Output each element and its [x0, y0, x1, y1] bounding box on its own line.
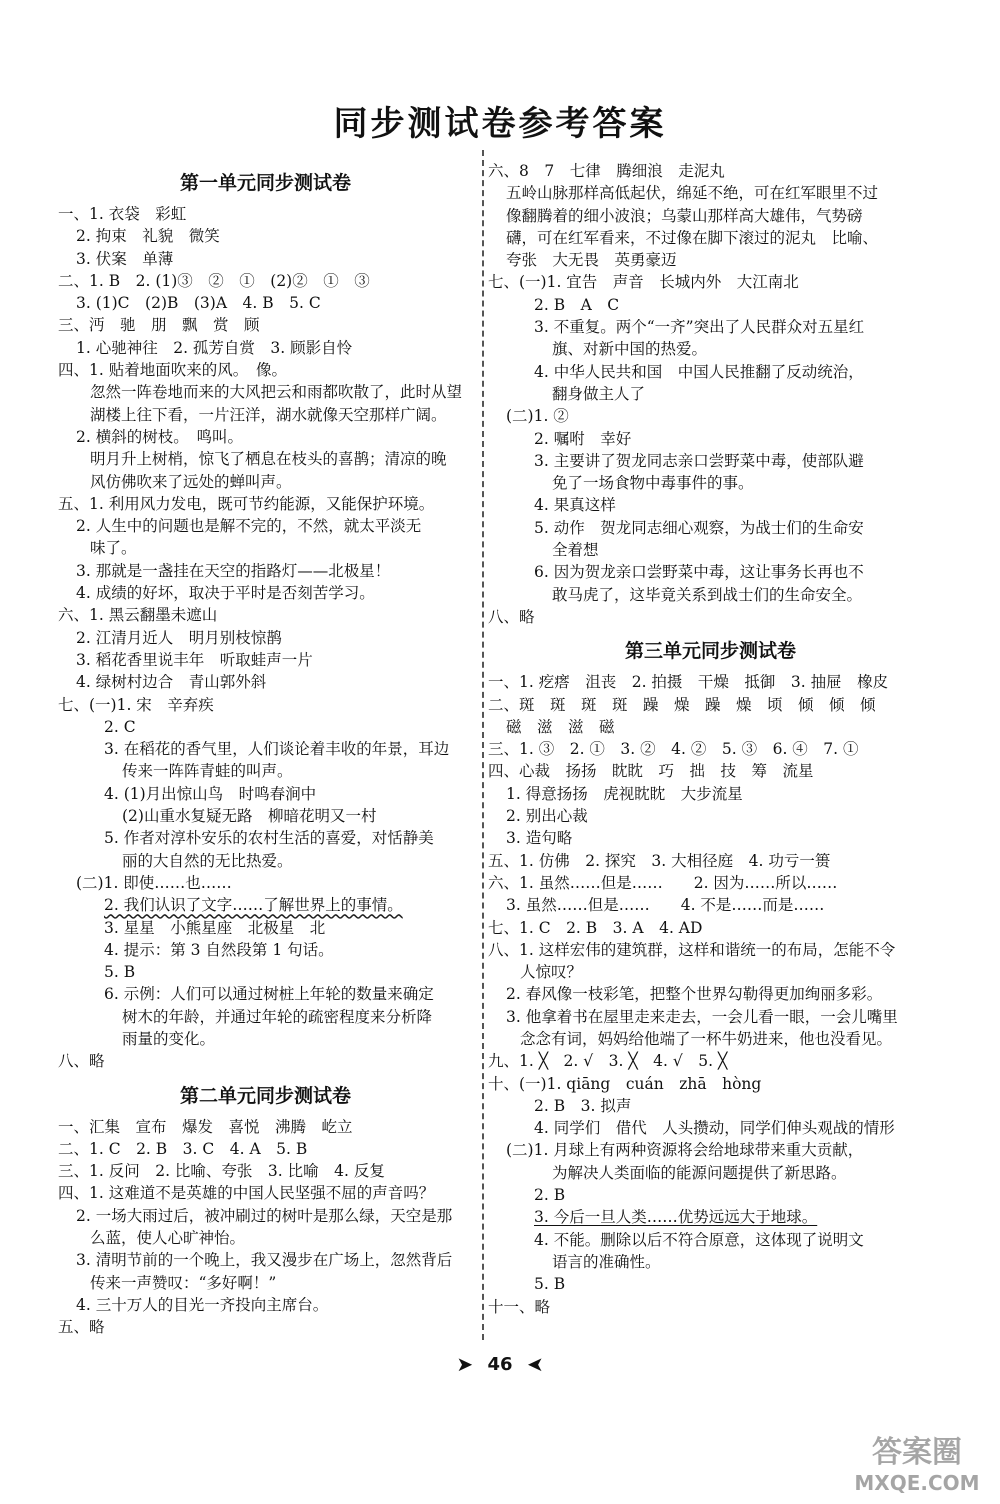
answer-line — [488, 1139, 933, 1161]
answer-line — [488, 1028, 933, 1050]
answer-line — [488, 939, 933, 961]
answer-line — [58, 604, 473, 626]
answer-line — [488, 539, 933, 561]
answer-text: 3. (1)C (2)B (3)A 4. B 5. C — [76, 294, 321, 313]
answer-line — [58, 738, 473, 760]
answer-text: 人惊叹？ — [520, 963, 583, 982]
section-title: 第三单元同步测试卷 — [624, 640, 796, 663]
answer-line — [58, 627, 473, 649]
answer-text: 念念有词，妈妈给他端了一杯牛奶进来，他也没看见。 — [520, 1029, 893, 1048]
answer-line — [58, 649, 473, 671]
answer-text: 2. 我们认识了文字……了解世界上的事情。 — [104, 896, 403, 915]
answer-line — [488, 405, 933, 427]
answer-text: 5. 动作 贺龙同志细心观察，为战士们的生命安 — [534, 518, 864, 537]
answer-line — [488, 249, 933, 271]
answer-text: 2. B 3. 拟声 — [534, 1096, 632, 1115]
answer-line — [58, 805, 473, 827]
answer-text: (二)1. ② — [506, 407, 569, 426]
answer-text: 3. 星星 小熊星座 北极星 北 — [104, 918, 326, 937]
page-footer — [0, 1352, 1000, 1376]
answer-text: 树木的年龄，并通过年轮的疏密程度来分析降 — [122, 1007, 433, 1026]
answer-line — [488, 294, 933, 316]
answer-text: (二)1. 即使……也…… — [76, 873, 232, 892]
answer-text: 4. 果真这样 — [534, 496, 616, 515]
answer-line — [58, 939, 473, 961]
answer-line — [488, 671, 933, 693]
answer-line — [58, 292, 473, 314]
answer-text: 5. B — [104, 963, 136, 982]
answer-text: 六、1. 黑云翻墨未遮山 — [58, 606, 218, 625]
answer-text: 3. 伏案 单薄 — [76, 249, 174, 268]
answer-line — [488, 316, 933, 338]
answer-text: 三、1. 反问 2. 比喻、夸张 3. 比喻 4. 反复 — [58, 1162, 385, 1181]
answer-text: 4. 中华人民共和国 中国人民推翻了反动统治， — [534, 362, 864, 381]
answer-text: 6. 示例：人们可以通过树桩上年轮的数量来确定 — [104, 985, 434, 1004]
answer-line — [488, 494, 933, 516]
answer-text: 5. 作者对淳朴安乐的农村生活的喜爱，对恬静美 — [104, 829, 434, 848]
answer-text: 明月升上树梢，惊飞了栖息在枝头的喜鹊；清凉的晚 — [90, 450, 447, 469]
answer-line — [58, 671, 473, 693]
answer-line — [58, 381, 473, 403]
answer-line — [58, 850, 473, 872]
answer-text: 湖楼上往下看，一片汪洋，湖水就像天空那样广阔。 — [90, 405, 447, 424]
answer-text: 3. 那就是一盏挂在天空的指路灯——北极星！ — [76, 561, 391, 580]
answer-line — [58, 694, 473, 716]
answer-text: 丽的大自然的无比热爱。 — [122, 851, 293, 870]
answer-text: 像翻腾着的细小波浪；乌蒙山那样高大雄伟，气势磅 — [506, 206, 863, 225]
answer-line — [58, 537, 473, 559]
answer-text: 五、1. 仿佛 2. 探究 3. 大相径庭 4. 功亏一篑 — [488, 851, 831, 870]
answer-text: 七、1. C 2. B 3. A 4. AD — [488, 918, 703, 937]
answer-line — [488, 894, 933, 916]
answer-text: 九、1. ╳ 2. √ 3. ╳ 4. √ 5. ╳ — [488, 1052, 728, 1071]
answer-text: 3. 虽然……但是…… 4. 不是……而是…… — [506, 896, 825, 915]
answer-line — [488, 1095, 933, 1117]
answer-line — [58, 270, 473, 292]
answer-text: 五、1. 利用风力发电，既可节约能源，又能保护环境。 — [58, 494, 435, 513]
answer-text: 4. 绿树村边合 青山郭外斜 — [76, 673, 267, 692]
answer-line — [488, 983, 933, 1005]
answer-line — [488, 760, 933, 782]
answer-text: 全着想 — [552, 541, 599, 560]
answer-line — [488, 850, 933, 872]
answer-text: 4. 三十万人的目光一齐投向主席台。 — [76, 1295, 329, 1314]
answer-line — [488, 561, 933, 583]
answer-line — [58, 1272, 473, 1294]
answer-text: (二)1. 月球上有两种资源将会给地球带来重大贡献， — [506, 1141, 864, 1160]
answer-text: 一、1. 疙瘩 沮丧 2. 拍摄 干燥 抵御 3. 抽屉 橡皮 — [488, 673, 889, 692]
answer-text: 八、1. 这样宏伟的建筑群，这样和谐统一的布局，怎能不令 — [488, 940, 896, 959]
answer-text: 二、1. B 2. (1)③ ② ① (2)② ① ③ — [58, 271, 370, 290]
answer-text: 四、1. 贴着地面吹来的风。 像。 — [58, 361, 287, 380]
answer-text: 为解决人类面临的能源问题提供了新思路。 — [552, 1163, 847, 1182]
answer-text: 3. 不重复。两个“一齐”突出了人民群众对五星红 — [534, 318, 865, 337]
answer-text: 十一、略 — [488, 1297, 551, 1316]
answer-line — [488, 917, 933, 939]
answer-line — [58, 917, 473, 939]
answer-line — [488, 1273, 933, 1295]
answer-text: 3. 清明节前的一个晚上，我又漫步在广场上，忽然背后 — [76, 1251, 453, 1270]
answer-line — [58, 1028, 473, 1050]
answer-text: 七、(一)1. 宜告 声音 长城内外 大江南北 — [488, 273, 799, 292]
answer-text: 一、1. 衣袋 彩虹 — [58, 205, 187, 223]
answer-line — [488, 1162, 933, 1184]
answer-text: 二、斑 斑 斑 斑 躁 燥 躁 燥 顷 倾 倾 倾 — [488, 695, 876, 714]
answer-line — [488, 1251, 933, 1273]
answer-line — [488, 1117, 933, 1139]
watermark-logo — [842, 1428, 992, 1498]
answer-line — [488, 450, 933, 472]
answer-line — [58, 1227, 473, 1249]
answer-line — [488, 472, 933, 494]
answer-line — [488, 271, 933, 293]
answer-line — [58, 471, 473, 493]
answer-text: 3. 他拿着书在屋里走来走去，一会儿看一眼，一会儿嘴里 — [506, 1007, 898, 1026]
answer-line — [58, 1249, 473, 1271]
answer-line — [488, 1206, 933, 1228]
answer-text: 忽然一阵卷地而来的大风把云和雨都吹散了，此时从望 — [90, 383, 463, 402]
answer-line — [58, 448, 473, 470]
answer-line — [58, 1316, 473, 1338]
answer-text: 语言的准确性。 — [552, 1252, 661, 1271]
answer-line — [58, 1138, 473, 1160]
answer-line — [488, 182, 933, 204]
answer-text: 夸张 大无畏 英勇豪迈 — [506, 251, 677, 270]
answer-line — [488, 205, 933, 227]
answer-text: 免了一场食物中毒事件的事。 — [552, 474, 754, 493]
answer-text: 2. B — [534, 1186, 566, 1205]
answer-line — [488, 805, 933, 827]
answer-text: 雨量的变化。 — [122, 1029, 216, 1048]
answer-text: 1. 心驰神往 2. 孤芳自赏 3. 顾影自怜 — [76, 338, 353, 357]
answer-line — [488, 716, 933, 738]
answer-line — [488, 1296, 933, 1318]
answer-line — [58, 961, 473, 983]
answer-text: 3. 在稻花的香气里，人们谈论着丰收的年景，耳边 — [104, 740, 450, 759]
answer-text: 2. 江清月近人 明月别枝惊鹊 — [76, 628, 282, 647]
answer-text: 么蓝，使人心旷神怡。 — [90, 1229, 246, 1248]
answer-text: 3. 主要讲了贺龙同志亲口尝野菜中毒，使部队避 — [534, 451, 864, 470]
answer-text: 2. 别出心裁 — [506, 807, 588, 826]
answer-text: 5. B — [534, 1275, 566, 1294]
answer-text: 2. 嘱咐 幸好 — [534, 429, 632, 448]
answer-line — [488, 1073, 933, 1095]
answer-text: 八、略 — [58, 1052, 105, 1071]
left-column — [58, 160, 473, 1339]
answer-text: 2. C — [104, 717, 136, 736]
answer-line — [58, 248, 473, 270]
answer-text: 风仿佛吹来了远处的蝉叫声。 — [90, 472, 292, 491]
answer-line — [488, 961, 933, 983]
answer-text: 传来一阵阵青蛙的叫声。 — [122, 762, 293, 781]
answer-line — [58, 426, 473, 448]
answer-line — [58, 1182, 473, 1204]
answer-text: 4. (1)月出惊山鸟 时鸣春涧中 — [104, 784, 317, 803]
answer-text: 四、心裁 扬扬 眈眈 巧 拙 技 筹 流星 — [488, 762, 814, 781]
answer-text: 2. 一场大雨过后，被冲刷过的树叶是那么绿，天空是那 — [76, 1206, 453, 1225]
answer-text: 3. 今后一旦人类……优势远远大于地球。 — [534, 1208, 818, 1227]
answer-line — [488, 361, 933, 383]
answer-line — [58, 203, 473, 225]
answer-text: 敢马虎了，这毕竟关系到战士们的生命安全。 — [552, 585, 863, 604]
answer-text: 6. 因为贺龙亲口尝野菜中毒，这让事务长再也不 — [534, 563, 864, 582]
answer-line — [488, 827, 933, 849]
answer-text: 六、1. 虽然……但是…… 2. 因为……所以…… — [488, 873, 838, 892]
answer-line — [488, 606, 933, 628]
answer-text: 3. 造句略 — [506, 829, 573, 848]
answer-text: (2)山重水复疑无路 柳暗花明又一村 — [122, 807, 377, 826]
answer-line — [58, 1160, 473, 1182]
answer-line — [58, 582, 473, 604]
answer-text: 三、1. ③ 2. ① 3. ② 4. ② 5. ③ 6. ④ 7. ① — [488, 740, 859, 759]
answer-text: 4. 不能。删除以后不符合原意，这体现了说明文 — [534, 1230, 864, 1249]
answer-line — [488, 1229, 933, 1251]
answer-line — [488, 517, 933, 539]
answer-text: 2. B A C — [534, 295, 620, 314]
answer-line — [58, 760, 473, 782]
answer-line — [488, 584, 933, 606]
answer-line — [58, 337, 473, 359]
answer-text: 礴，可在红军看来，不过像在脚下滚过的泥丸 比喻、 — [506, 228, 879, 247]
watermark-line1: 答案圈 — [872, 1435, 962, 1470]
answer-line — [58, 1205, 473, 1227]
answer-text: 4. 同学们 借代 人头攒动，同学们伸头观战的情形 — [534, 1119, 895, 1138]
answer-line — [488, 872, 933, 894]
answer-line — [58, 716, 473, 738]
answer-line — [58, 894, 473, 916]
answer-text: 2. 春风像一枝彩笔，把整个世界勾勒得更加绚丽多彩。 — [506, 985, 883, 1004]
answer-line — [488, 1006, 933, 1028]
answer-line — [488, 338, 933, 360]
answer-text: 2. 拘束 礼貌 微笑 — [76, 227, 220, 246]
right-arrow-icon: ➤ — [456, 1352, 474, 1376]
answer-text: 味了。 — [90, 539, 137, 558]
right-column — [488, 160, 933, 1318]
answer-line — [488, 1184, 933, 1206]
answer-text: 3. 稻花香里说丰年 听取蛙声一片 — [76, 650, 313, 669]
answer-line — [58, 1294, 473, 1316]
answer-line — [488, 227, 933, 249]
answer-text: 一、汇集 宣布 爆发 喜悦 沸腾 屹立 — [58, 1117, 353, 1136]
answer-line — [58, 1116, 473, 1138]
answer-text: 五、略 — [58, 1318, 105, 1337]
answer-text: 传来一声赞叹：“多好啊！” — [90, 1273, 277, 1292]
answer-text: 2. 人生中的问题也是解不完的，不然，就太平淡无 — [76, 517, 422, 536]
answer-text: 八、略 — [488, 607, 535, 626]
answer-line — [58, 493, 473, 515]
answer-text: 二、1. C 2. B 3. C 4. A 5. B — [58, 1139, 308, 1158]
answer-line — [488, 738, 933, 760]
answer-text: 旗、对新中国的热爱。 — [552, 340, 708, 359]
answer-line — [488, 694, 933, 716]
answer-line — [58, 1050, 473, 1072]
page-number: 46 — [487, 1354, 513, 1375]
answer-line — [488, 783, 933, 805]
answer-line — [58, 783, 473, 805]
section-title: 第二单元同步测试卷 — [179, 1084, 351, 1107]
answer-line — [488, 1050, 933, 1072]
answer-text: 磁 滋 滋 磁 — [506, 717, 615, 736]
answer-text: 六、8 7 七律 腾细浪 走泥丸 — [488, 162, 725, 180]
watermark-line2: MXQE.COM — [854, 1471, 980, 1495]
answer-line — [58, 515, 473, 537]
answer-line — [58, 872, 473, 894]
answer-line — [58, 225, 473, 247]
answer-line — [58, 359, 473, 381]
answer-line — [488, 428, 933, 450]
answer-text: 十、(一)1. qiāng cuán zhā hòng — [488, 1074, 762, 1093]
answer-text: 2. 横斜的树枝。 鸣叫。 — [76, 427, 243, 446]
answer-text: 4. 成绩的好坏，取决于平时是否刻苦学习。 — [76, 584, 375, 603]
left-arrow-icon: ➤ — [526, 1352, 544, 1376]
answer-line — [488, 160, 933, 182]
answer-line — [58, 314, 473, 336]
answer-text: 1. 得意扬扬 虎视眈眈 大步流星 — [506, 784, 743, 803]
column-divider — [482, 150, 484, 1340]
answer-line — [58, 827, 473, 849]
section-title: 第一单元同步测试卷 — [179, 172, 351, 194]
answer-text: 三、沔 驰 朋 飘 赏 顾 — [58, 316, 260, 335]
answer-line — [488, 383, 933, 405]
answer-line — [58, 560, 473, 582]
answer-text: 4. 提示：第 3 自然段第 1 句话。 — [104, 940, 334, 959]
answer-line — [58, 1006, 473, 1028]
answer-text: 翻身做主人了 — [552, 384, 646, 403]
page-title: 同步测试卷参考答案 — [333, 104, 667, 144]
answer-text: 七、(一)1. 宋 辛弃疾 — [58, 695, 214, 714]
answer-text: 五岭山脉那样高低起伏，绵延不绝，可在红军眼里不过 — [506, 184, 879, 203]
answer-line — [58, 404, 473, 426]
answer-line — [58, 983, 473, 1005]
answer-text: 四、1. 这难道不是英雄的中国人民坚强不屈的声音吗？ — [58, 1184, 435, 1203]
